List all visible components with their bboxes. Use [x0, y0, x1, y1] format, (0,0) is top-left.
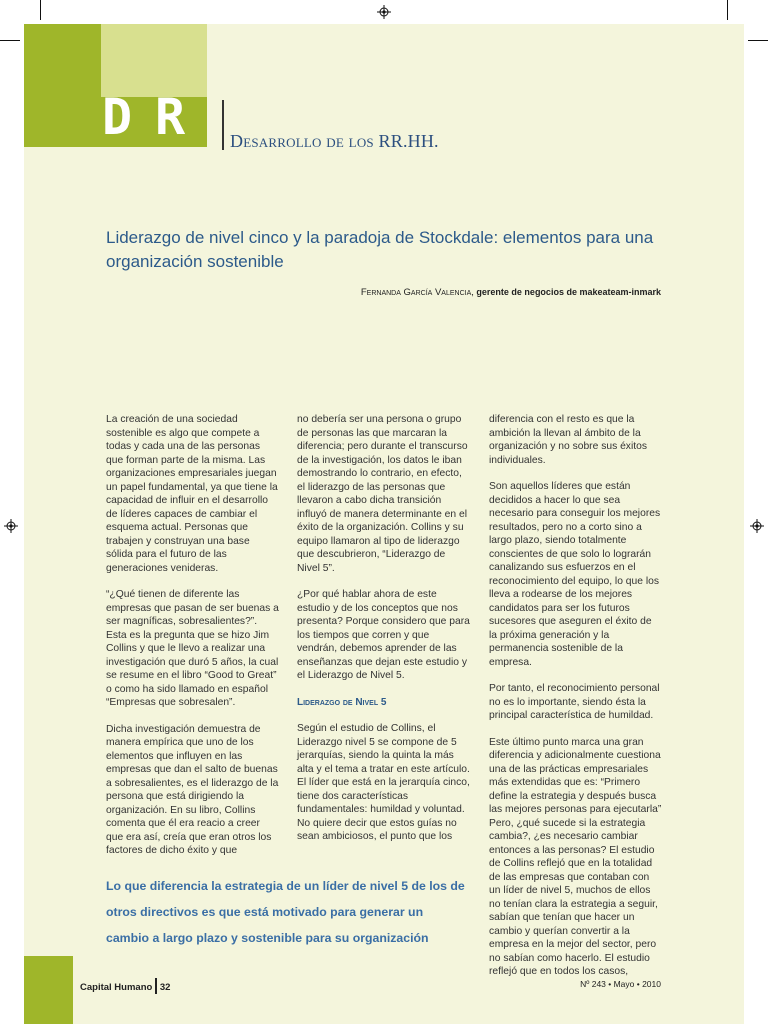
text-column-3: [489, 413, 662, 992]
footer-left: [80, 978, 170, 994]
paragraph: Este último punto marca una gran diferencia y adicionalmente cuestiona una de las prácticas empresariales más extendidas que es: “Primero define la estrategia y después busca las mejores personas para ejecutarla” Pero, ¿qué sucede si la estrategia cambia?, ¿es necesario cambiar entonces a las personas? El estudio de Collins reflejó que en la totalidad de las empresas que contaban con un líder de nivel 5, muchos de ellos no tenían clara la estrategia a seguir, sabían que tenían que hacer un cambio y querían convertir a la empresa en la mejor del sector, pero no sabían como hacerlo. El estudio reflejó que en todos los casos,: [489, 736, 662, 977]
author-name: Fernanda García Valencia,: [360, 287, 474, 298]
section-logo-highlight: [101, 24, 207, 97]
registration-mark-icon: [377, 5, 391, 19]
registration-mark-icon: [750, 519, 764, 533]
issue-info: Nº 243 • Mayo • 2010: [580, 979, 661, 989]
paragraph: no debería ser una persona o grupo de personas las que marcaran la diferencia; pero durante el transcurso de la investigación, los datos le iban demostrando lo contrario, en efecto, el liderazgo de las personas que llevaron a cabo dicha transición influyó de manera determinante en el éxito de la organización. Collins y su equipo llamaron al tipo de liderazgo que descubrieron, “Liderazgo de Nivel 5”.: [297, 414, 468, 574]
footer-divider: [155, 978, 157, 994]
page-number: 32: [159, 982, 171, 993]
pull-quote: Lo que diferencia la estrategia de un líder de nivel 5 de los de otros directivos es que está motivado para generar un cambio a largo plazo y sostenible para su organización: [106, 879, 465, 945]
logo-letter-r: R: [155, 88, 186, 146]
section-divider: [222, 100, 224, 150]
logo-letter-d: D: [102, 88, 133, 146]
paragraph: Dicha investigación demuestra de manera empírica que uno de los elementos que influyen en las empresas que dan el salto de buenas a sobresalientes, es el liderazgo de la persona que está dirigiendo la organización. En su libro, Collins comenta que él era reacio a creer que era así, creía que eran otros los factores de dicho éxito y que: [106, 723, 279, 856]
paragraph: “¿Qué tienen de diferente las empresas que pasan de ser buenas a ser magníficas, sobresalientes?”. Esta es la pregunta que se hizo Jim Collins y que le llevo a realizar una investigación que duró 5 años, la cual se resume en el libro “Good to Great” o como ha sido llamado en español “Empresas que sobresalen”.: [106, 589, 279, 708]
paragraph: Según el estudio de Collins, el Liderazgo nivel 5 se compone de 5 jerarquías, siendo la quinta la más alta y el tema a tratar en este artículo. El líder que está en la jerarquía cinco, tiene dos características fundamentales: humildad y voluntad. No quiere decir que estos guías no sean ambiciosos, el punto que los: [297, 723, 470, 842]
paragraph: ¿Por qué hablar ahora de este estudio y de los conceptos que nos presenta? Porque considero que para los tiempos que corren y que vendrán, debemos aprender de las enseñanzas que dejan este estudio y el Liderazgo de Nivel 5.: [297, 589, 470, 681]
paragraph: La creación de una sociedad sostenible es algo que compete a todas y cada una de las personas que forman parte de la misma. Las organizaciones empresariales juegan un papel fundamental, ya que tiene la capacidad de influir en el desarrollo de líderes capaces de cambiar el esquema actual. Personas que trabajen y construyan una base sólida para el futuro de las generaciones venideras.: [106, 414, 278, 574]
text-column-2: [297, 413, 470, 857]
article-title: Liderazgo de nivel cinco y la paradoja de Stockdale: elementos para una organización sostenible: [106, 228, 654, 271]
magazine-name: Capital Humano: [80, 982, 153, 993]
crop-mark: [748, 40, 768, 41]
section-title: Desarrollo de los RR.HH.: [230, 131, 439, 151]
paragraph: diferencia con el resto es que la ambición la llevan al ámbito de la organización y no sobre sus éxitos individuales.: [489, 414, 647, 466]
registration-mark-icon: [4, 519, 18, 533]
footer-color-block: [24, 956, 73, 1024]
text-column-1: [106, 413, 279, 871]
crop-mark: [0, 40, 20, 41]
crop-mark: [727, 0, 728, 20]
author-line: [361, 287, 661, 298]
subheading: Liderazgo de Nivel 5: [297, 696, 387, 708]
paragraph: Por tanto, el reconocimiento personal no es lo importante, siendo ésta la principal característica de humildad.: [489, 683, 660, 721]
crop-mark: [40, 0, 41, 20]
author-role: gerente de negocios de makeateam-inmark: [476, 287, 661, 297]
paragraph: Son aquellos líderes que están decididos a hacer lo que sea necesario para conseguir los mejores resultados, pero no a corto sino a largo plazo, siendo totalmente conscientes de que solo lo lograrán canalizando sus esfuerzos en el reconocimiento del equipo, lo que los lleva a rodearse de los mejores candidatos para ser los futuros sucesores que aseguren el éxito de la próxima generación y la permanencia sostenible de la empresa.: [489, 481, 661, 668]
